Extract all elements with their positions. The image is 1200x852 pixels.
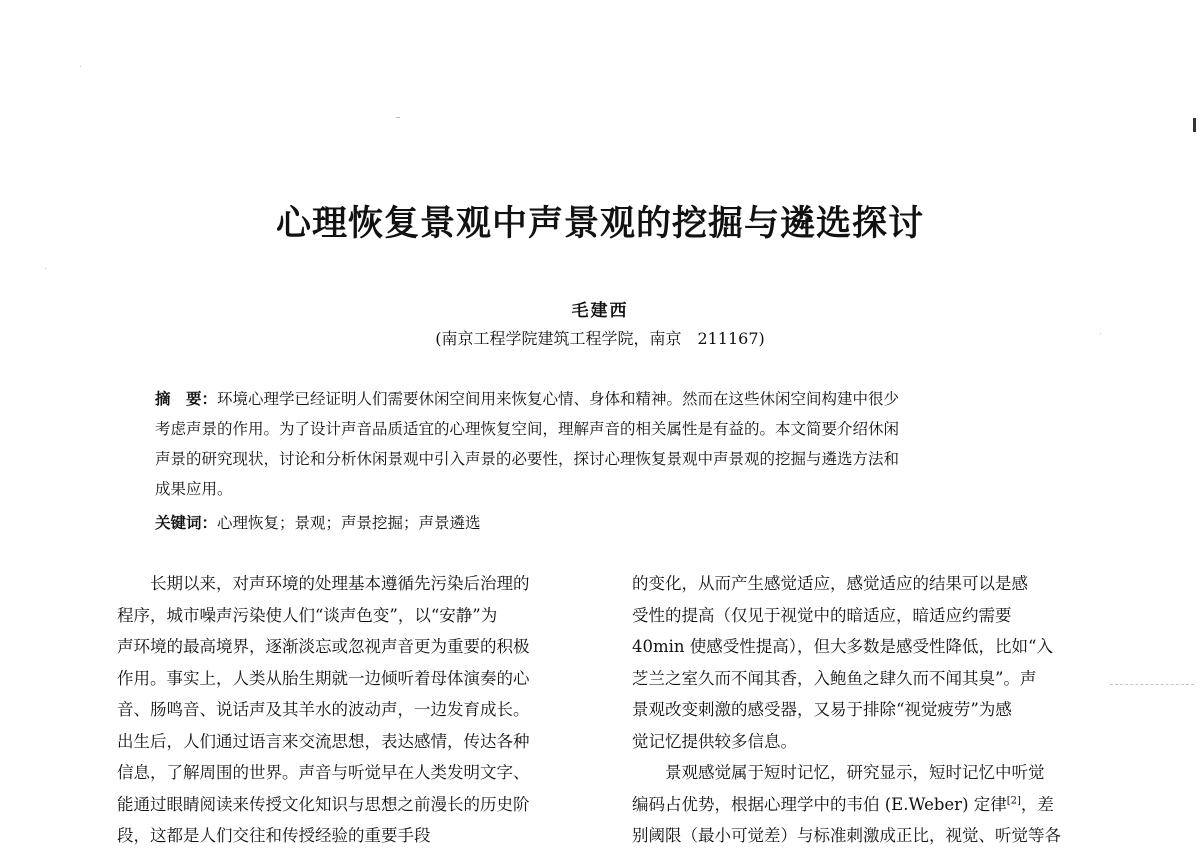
abstract [155, 384, 1085, 504]
body-line: 作用。事实上，人类从胎生期就一边倾听着母体演奏的心 [117, 668, 530, 688]
body-line: 40min 使感受性提高），但大多数是感受性降低，比如“入 [632, 637, 1053, 656]
body-line: 景观感觉属于短时记忆，研究显示，短时记忆中听觉 [665, 763, 1045, 782]
body-line: 别阈限（最小可觉差）与标准刺激成正比，视觉、听觉等各 [632, 826, 1061, 845]
body-line [632, 789, 1118, 821]
body-column-left [117, 568, 603, 852]
body-line: 的变化，从而产生感觉适应，感觉适应的结果可以是感 [632, 574, 1028, 593]
body-line: 觉记忆提供较多信息。 [632, 731, 797, 751]
citation-marker: [2] [1006, 795, 1021, 806]
scan-speck [45, 268, 46, 269]
body-line: 景观改变刺激的感受器，又易于排除“视觉疲劳”为感 [632, 700, 1012, 719]
abstract-line [155, 384, 1085, 414]
body-line: 芝兰之室久而不闻其香，入鲍鱼之肆久而不闻其臭”。声 [632, 668, 1037, 688]
abstract-label: 摘 要： [155, 390, 218, 408]
body-column-right [632, 568, 1118, 852]
scan-speck [80, 66, 81, 67]
scan-edge-mark [1193, 118, 1196, 132]
keywords [155, 511, 1085, 533]
keywords-text: 心理恢复；景观；声景挖掘；声景遴选 [217, 514, 481, 532]
abstract-line: 成果应用。 [155, 480, 233, 498]
abstract-line: 声景的研究现状，讨论和分析休闲景观中引入声景的必要性，探讨心理恢复景观中声景观的挖掘与遴选方法和 [155, 450, 900, 468]
body-line: 音、肠鸣音、说话声及其羊水的波动声，一边发育成长。 [117, 700, 530, 719]
author-affiliation: (南京工程学院建筑工程学院，南京 211167) [435, 329, 765, 348]
keywords-label: 关键词： [155, 514, 218, 532]
body-line: 长期以来，对声环境的处理基本遵循先污染后治理的 [150, 574, 530, 593]
paper-title: 心理恢复景观中声景观的挖掘与遴选探讨 [275, 204, 924, 244]
body-line: 程序，城市噪声污染使人们“谈声色变”，以“安静”为 [117, 605, 498, 625]
body-line: 信息，了解周围的世界。声音与听觉早在人类发明文字、 [117, 763, 530, 782]
body-line: 段，这都是人们交往和传授经验的重要手段 [117, 826, 431, 845]
abstract-line: 考虑声景的作用。为了设计声音品质适宜的心理恢复空间，理解声音的相关属性是有益的。本文简要介绍休闲 [155, 420, 900, 438]
body-line: 声环境的最高境界，逐渐淡忘或忽视声音更为重要的积极 [117, 637, 530, 656]
scan-speck [396, 117, 400, 118]
body-line-text: ，差 [1020, 794, 1054, 814]
abstract-text: 环境心理学已经证明人们需要休闲空间用来恢复心情、身体和精神。然而在这些休闲空间构建中很少 [217, 390, 900, 408]
scan-dashed-artifact [1110, 684, 1194, 685]
body-line: 受性的提高（仅见于视觉中的暗适应，暗适应约需要 [632, 605, 1012, 625]
author-name: 毛建西 [571, 301, 629, 321]
body-line: 出生后，人们通过语言来交流思想，表达感情，传达各种 [117, 731, 530, 751]
body-line-text: 编码占优势，根据心理学中的韦伯 (E.Weber) 定律 [632, 794, 1007, 814]
body-line: 能通过眼睛阅读来传授文化知识与思想之前漫长的历史阶 [117, 794, 530, 814]
